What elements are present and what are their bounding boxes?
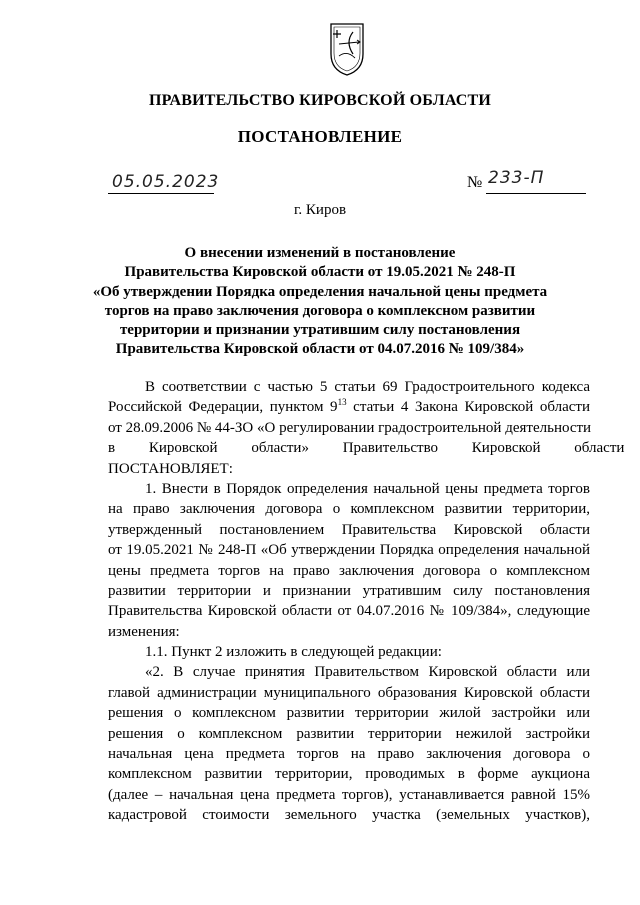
coat-of-arms-icon [327, 20, 367, 78]
body-line: решения о комплексном развитии территории жилой застройки или [108, 705, 590, 722]
body-line: начальная цена предмета торгов на право заключения договора о [108, 746, 590, 763]
body-line: от 19.05.2021 № 248-П «Об утверждении Порядка определения начальной [108, 542, 590, 559]
document-number: 233-П [488, 168, 545, 188]
body-line: на право заключения договора о комплексном развитии территории, [108, 501, 590, 518]
document-date: 05.05.2023 [112, 172, 220, 192]
body-line: утвержденный постановлением Правительства Кировской области [108, 521, 590, 538]
document-type: ПОСТАНОВЛЕНИЕ [237, 127, 403, 146]
number-label: № [467, 174, 483, 191]
number-underline [486, 193, 586, 194]
city: г. Киров [293, 202, 347, 218]
body-line: решения о комплексном развитии территории нежилой застройки [108, 725, 590, 742]
body-line: от 28.09.2006 № 44-ЗО «О регулировании градостроительной деятельности [108, 419, 592, 436]
body-line: в Кировской области» Правительство Кировской области [108, 440, 625, 457]
body-line: Правительства Кировской области от 04.07.2016 № 109/384», следующие [108, 603, 590, 620]
government-name: ПРАВИТЕЛЬСТВО КИРОВСКОЙ ОБЛАСТИ [148, 92, 492, 109]
body-line: ПОСТАНОВЛЯЕТ: [108, 460, 233, 477]
body-line: (далее – начальная цена предмета торгов), устанавливается равной 15% [108, 786, 590, 803]
body-line: развитии территории и признании утратившим силу постановления [108, 582, 590, 599]
body-line: В соответствии с частью 5 статьи 69 Градостроительного кодекса [145, 379, 590, 395]
title-line: Правительства Кировской области от 19.05.2021 № 248-П [124, 264, 516, 281]
body-line: комплексном развитии территории, проводимых в форме аукциона [108, 766, 590, 783]
body-line: изменения: [108, 623, 180, 640]
body-line: кадастровой стоимости земельного участка (земельных участков), [108, 807, 590, 824]
body-line: «2. В случае принятия Правительством Кировской области или [145, 664, 590, 681]
date-underline [108, 193, 214, 194]
title-line: «Об утверждении Порядка определения начальной цены предмета [92, 283, 548, 300]
body-line: 1.1. Пункт 2 изложить в следующей редакции: [145, 644, 442, 661]
body-line: главой администрации муниципального образования Кировской области [108, 684, 590, 701]
title-line: О внесении изменений в постановление [184, 245, 456, 261]
body-line: Российской Федерации, пунктом $9^{13}$ статьи 4 Закона Кировской области [108, 397, 590, 416]
body-line: цены предмета торгов на право заключения договора о комплексном [108, 562, 590, 579]
body-line: 1. Внести в Порядок определения начальной цены предмета торгов [145, 480, 590, 497]
title-line: Правительства Кировской области от 04.07.2016 № 109/384» [115, 341, 525, 358]
title-line: территории и признании утратившим силу постановления [119, 322, 521, 339]
title-line: торгов на право заключения договора о комплексном развитии [104, 302, 536, 319]
document-body [108, 377, 625, 826]
document-title [0, 244, 640, 360]
